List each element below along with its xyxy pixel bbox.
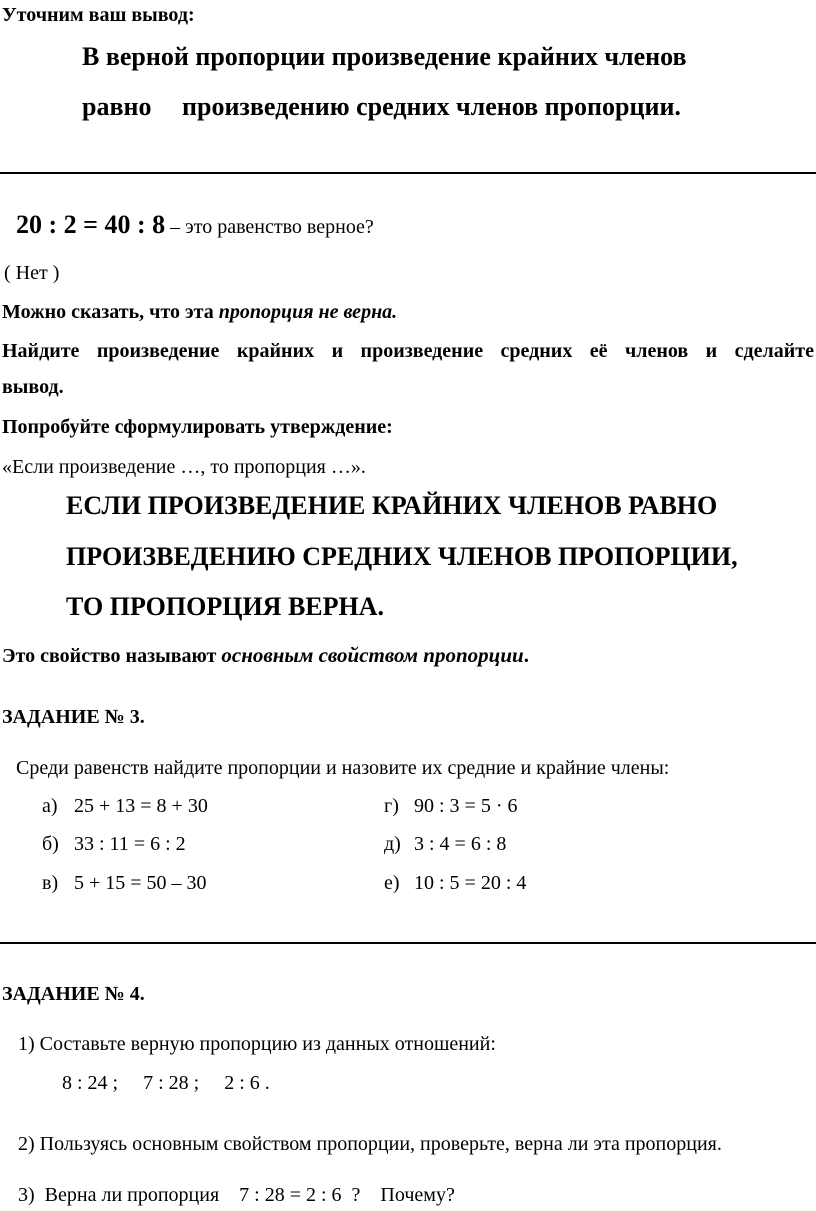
answer: ( Нет ): [4, 262, 60, 284]
statement-text: Можно сказать, что эта: [2, 301, 219, 323]
equation-question: – это равенство верное?: [165, 216, 374, 238]
task3-item-c-label: в): [42, 872, 59, 894]
task4-item-1: 1) Составьте верную пропорцию из данных отношений:: [18, 1033, 496, 1055]
conclusion-line-1: ЕСЛИ ПРОИЗВЕДЕНИЕ КРАЙНИХ ЧЛЕНОВ РАВНО: [66, 491, 718, 520]
task3-item-e-expr: 10 : 5 = 20 : 4: [414, 872, 527, 894]
divider-1: [0, 172, 816, 174]
equation-line: [16, 210, 374, 240]
task3-item-d-label: д): [384, 833, 401, 855]
try-heading: Попробуйте сформулировать утверждение:: [2, 416, 393, 438]
task3-item-b-label: б): [42, 833, 59, 855]
statement-emphasis: пропорция не верна.: [218, 301, 398, 323]
property-text: Это свойство называют: [2, 645, 222, 667]
task4-ratios: 8 : 24 ; 7 : 28 ; 2 : 6 .: [62, 1072, 270, 1094]
equation: 20 : 2 = 40 : 8: [16, 210, 166, 239]
task-line-1: Найдите произведение крайних и произведение средних её членов и сделайте: [2, 340, 814, 362]
task3-item-d-expr: 3 : 4 = 6 : 8: [414, 833, 507, 855]
task3-instruction: Среди равенств найдите пропорции и назовите их средние и крайние члены:: [16, 757, 670, 779]
conclusion-line-2: ПРОИЗВЕДЕНИЮ СРЕДНИХ ЧЛЕНОВ ПРОПОРЦИИ,: [66, 542, 738, 571]
task3-item-e-label: е): [384, 872, 400, 894]
task3-item-c-expr: 5 + 15 = 50 – 30: [74, 872, 207, 894]
property-line: [2, 643, 529, 668]
statement: [2, 301, 397, 324]
divider-2: [0, 942, 816, 944]
intro-heading: Уточним ваш вывод:: [2, 4, 195, 26]
property-name: основным свойством пропорции: [221, 643, 524, 667]
task4-heading: ЗАДАНИЕ № 4.: [2, 983, 145, 1005]
template-statement: «Если произведение …, то пропорция …».: [2, 456, 366, 478]
task3-item-g-expr: 90 : 3 = 5 · 6: [414, 795, 518, 817]
rule-line-1: В верной пропорции произведение крайних членов: [82, 42, 687, 71]
task3-item-a-label: а): [42, 795, 58, 817]
task3-heading: ЗАДАНИЕ № 3.: [2, 706, 145, 728]
task4-item-3: 3) Верна ли пропорция 7 : 28 = 2 : 6 ? Почему?: [18, 1184, 455, 1206]
rule-line-2b: произведению средних членов пропорции.: [182, 92, 681, 121]
task4-item-2: 2) Пользуясь основным свойством пропорции, проверьте, верна ли эта пропорция.: [18, 1133, 722, 1155]
task3-item-a-expr: 25 + 13 = 8 + 30: [74, 795, 208, 817]
task3-item-g-label: г): [384, 795, 399, 817]
task-line-2: вывод.: [2, 376, 64, 398]
conclusion-line-3: ТО ПРОПОРЦИЯ ВЕРНА.: [66, 592, 385, 621]
property-period: .: [523, 643, 529, 667]
rule-line-2a: равно: [82, 92, 152, 121]
task3-item-b-expr: 33 : 11 = 6 : 2: [74, 833, 186, 855]
